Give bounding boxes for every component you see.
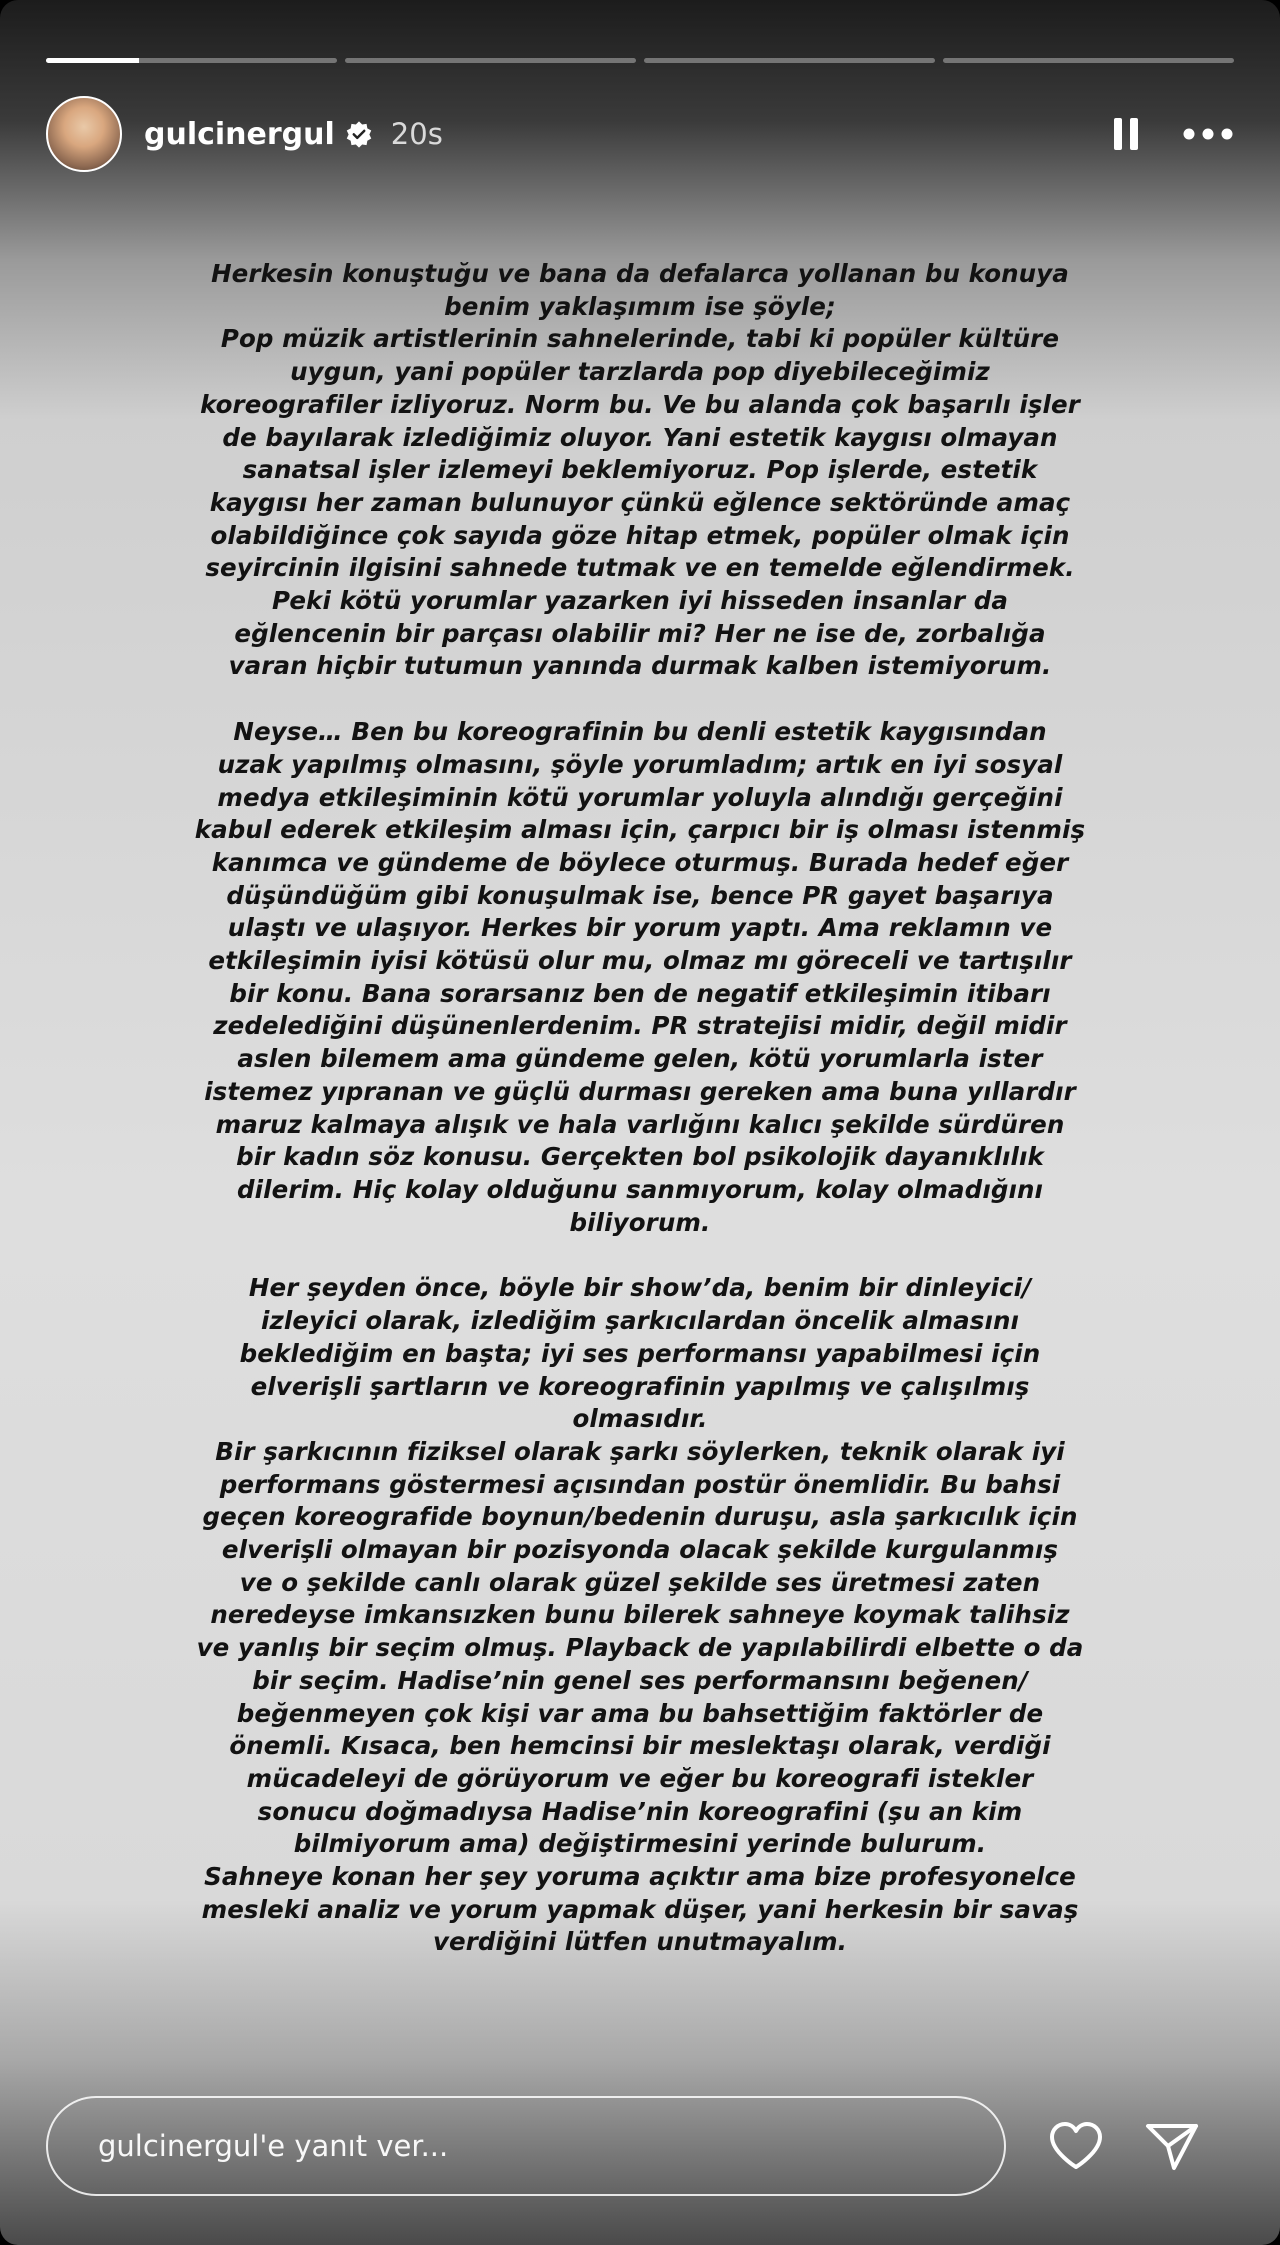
story-paragraph: Neyse… Ben bu koreografinin bu denli estetik kaygısından uzak yapılmış olmasını, şöyle yorumladım; artık en iyi sosyal medya etkileşiminin kötü yorumlar yoluyla alındığı gerçeğini kabul ederek etkileşim alması için, çarpıcı bir iş olması istenmiş kanımca ve gündeme de böylece oturmuş. Burada hedef eğer düşündüğüm gibi konuşulmak ise, bence PR gayet başarıya ulaştı ve ulaşıyor. Herkes bir yorum yaptı. Ama reklamın ve etkileşimin iyisi kötüsü olur mu, olmaz mı göreceli ve tartışılır bir konu. Bana sorarsanız ben de negatif etkileşimin itibarı zedelediğini düşünenlerdenim. PR stratejisi midir, değil midir aslen bilemem ama gündeme gelen, kötü yorumlarla ister istemez yıpranan ve güçlü durması gereken ama buna yıllardır maruz kalmaya alışık ve hala varlığını kalıcı şekilde sürdüren bir kadın söz konusu. Gerçekten bol psikolojik dayanıklılık dilerim. Hiç kolay olduğunu sanmıyorum, kolay olmadığını biliyorum. — [194, 717, 1086, 1237]
send-icon[interactable] — [1144, 2120, 1200, 2172]
more-icon[interactable] — [1182, 127, 1234, 141]
verified-badge-icon — [345, 120, 373, 148]
progress-segment — [46, 58, 337, 63]
story-header — [46, 96, 1234, 172]
progress-fill — [46, 58, 139, 63]
story-progress-bar — [46, 58, 1234, 63]
paragraph-gap — [60, 1239, 1220, 1272]
story-paragraph: Herkesin konuştuğu ve bana da defalarca yollanan bu konuya benim yaklaşımım ise şöyle; Pop müzik artistlerinin sahnelerinde, tabi ki popüler kültüre uygun, yani popüler tarzlarda pop diyebileceğimiz koreografiler izliyoruz. Norm bu. Ve bu alanda çok başarılı işler de bayılarak izlediğimiz oluyor. Yani estetik kaygısı olmayan sanatsal işler izlemeyi beklemiyoruz. Pop işlerde, estetik kaygısı her zaman bulunuyor çünkü eğlence sektöründe amaç olabildiğince çok sayıda göze hitap etmek, popüler olmak için seyircinin ilgisini sahnede tutmak ve en temelde eğlendirmek. Peki kötü yorumlar yazarken iyi hisseden insanlar da eğlencenin bir parçası olabilir mi? Her ne ise de, zorbalığa varan hiçbir tutumun yanında durmak kalben istemiyorum. — [200, 259, 1080, 681]
story-timestamp: 20s — [390, 117, 443, 151]
username[interactable]: gulcinergul — [144, 116, 335, 152]
heart-icon[interactable] — [1048, 2120, 1104, 2172]
reply-placeholder: gulcinergul'e yanıt ver... — [98, 2129, 449, 2163]
progress-segment — [345, 58, 636, 63]
story-paragraph: Her şeyden önce, böyle bir show’da, benim bir dinleyici/ izleyici olarak, izlediğim şarkıcılardan öncelik almasını beklediğim en başta; iyi ses performansı yapabilmesi için elverişli şartların ve koreografinin yapılmış ve çalışılmış olmasıdır. Bir şarkıcının fiziksel olarak şarkı söylerken, teknik olarak iyi performans göstermesi açısından postür önemlidir. Bu bahsi geçen koreografide boynun/bedenin duruşu, asla şarkıcılık için elverişli olmayan bir pozisyonda olacak şekilde kurgulanmış ve o şekilde canlı olarak güzel şekilde ses üretmesi zaten neredeyse imkansızken bunu bilerek sahneye koymak talihsiz ve yanlış bir seçim olmuş. Playback de yapılabilirdi elbette o da bir seçim. Hadise’nin genel ses performansını beğenen/ beğenmeyen çok kişi var ama bu bahsettiğim faktörler de önemli. Kısaca, ben hemcinsi bir meslektaşı olarak, verdiği mücadeleyi de görüyorum ve eğer bu koreografi istekler sonucu doğmadıysa Hadise’nin koreografini (şu an kim bilmiyorum ama) değiştirmesini yerinde bulurum. Sahneye konan her şey yoruma açıktır ama bize profesyonelce mesleki analiz ve yorum yapmak düşer, yani herkesin bir savaş verdiğini lütfen unutmayalım. — [196, 1273, 1084, 1957]
progress-segment — [644, 58, 935, 63]
pause-icon[interactable] — [1106, 114, 1146, 154]
paragraph-gap — [60, 683, 1220, 716]
story-text-content — [60, 258, 1220, 1959]
progress-segment — [943, 58, 1234, 63]
avatar[interactable] — [46, 96, 122, 172]
reply-input[interactable] — [46, 2096, 1006, 2196]
story-footer — [46, 2094, 1234, 2198]
